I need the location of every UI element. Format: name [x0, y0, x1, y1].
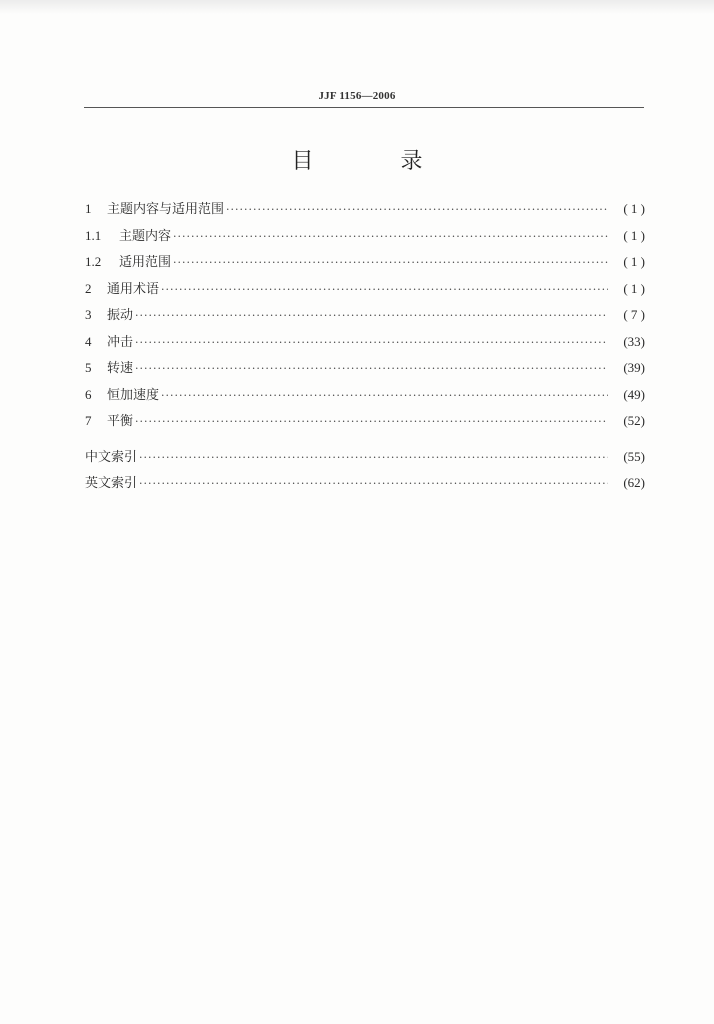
toc-leader-dots — [161, 280, 608, 300]
toc-leader-dots — [226, 200, 608, 220]
toc-entry-chinese-index — [85, 447, 645, 474]
toc-entry-number: 7 — [85, 413, 92, 428]
toc-entry-title: 冲击 — [107, 334, 134, 350]
toc-entry-title: 英文索引 — [85, 476, 138, 491]
toc-entry-number: 2 — [85, 280, 92, 296]
toc-entry-3 — [85, 305, 645, 332]
toc-entry-number: 1.1 — [85, 227, 102, 243]
toc-entry-page: ( 1 ) — [623, 227, 645, 243]
toc-entry-page: (52) — [623, 413, 645, 428]
toc-list — [85, 199, 645, 500]
toc-entry-page: (62) — [623, 475, 645, 490]
toc-entry-page: (49) — [623, 386, 645, 402]
toc-entry-number: 1 — [85, 201, 92, 216]
toc-entry-1-2 — [85, 252, 645, 279]
toc-entry-title: 中文索引 — [85, 449, 138, 465]
toc-entry-7 — [85, 411, 645, 438]
toc-entry-page: ( 7 ) — [623, 307, 645, 322]
toc-entry-1 — [85, 199, 645, 226]
header-rule — [84, 107, 644, 108]
toc-entry-title: 恒加速度 — [107, 387, 160, 403]
toc-entry-page: ( 1 ) — [623, 254, 645, 269]
scan-shadow — [0, 0, 714, 14]
toc-entry-page: (33) — [623, 333, 645, 349]
toc-leader-dots — [135, 359, 608, 379]
toc-entry-page: (39) — [623, 360, 645, 375]
toc-entry-2 — [85, 279, 645, 306]
toc-entry-title: 平衡 — [107, 414, 134, 429]
toc-leader-dots — [135, 306, 608, 326]
toc-entry-1-1 — [85, 226, 645, 253]
toc-entry-number: 6 — [85, 386, 92, 402]
toc-entry-page: ( 1 ) — [623, 201, 645, 216]
toc-entry-title: 通用术语 — [107, 281, 160, 297]
toc-entry-title: 主题内容与适用范围 — [107, 202, 225, 217]
toc-entry-number: 5 — [85, 360, 92, 375]
toc-leader-dots — [173, 227, 608, 247]
toc-entry-number: 3 — [85, 307, 92, 322]
toc-entry-6 — [85, 385, 645, 412]
toc-leader-dots — [139, 448, 608, 468]
toc-entry-title: 适用范围 — [119, 255, 172, 270]
standard-code: JJF 1156—2006 — [318, 90, 396, 102]
toc-entry-number: 1.2 — [85, 254, 102, 269]
toc-entry-title: 转速 — [107, 361, 134, 376]
toc-leader-dots — [173, 253, 608, 273]
toc-entry-title: 振动 — [107, 308, 134, 323]
toc-leader-dots — [135, 412, 608, 432]
toc-title: 目 录 — [291, 149, 463, 174]
toc-leader-dots — [161, 386, 608, 406]
toc-leader-dots — [139, 474, 608, 494]
toc-entry-title: 主题内容 — [119, 228, 172, 244]
toc-leader-dots — [135, 333, 608, 353]
toc-entry-number: 4 — [85, 333, 92, 349]
toc-entry-page: (55) — [623, 448, 645, 464]
toc-entry-english-index — [85, 473, 645, 500]
toc-entry-page: ( 1 ) — [623, 280, 645, 296]
toc-entry-5 — [85, 358, 645, 385]
toc-entry-4 — [85, 332, 645, 359]
